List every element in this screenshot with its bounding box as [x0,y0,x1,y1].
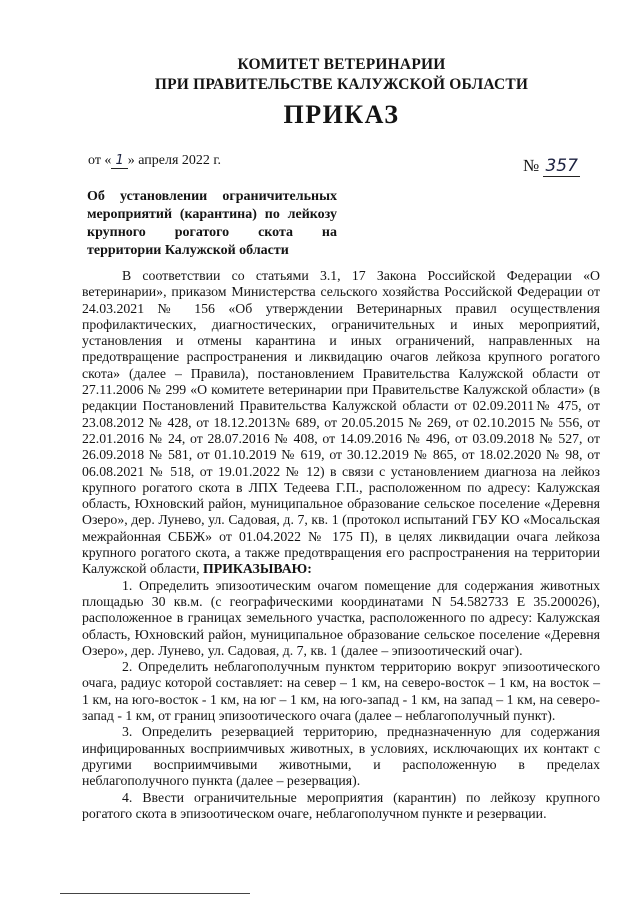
order-item-3: 3. Определить резервацией территорию, предназначенную для содержания инфицированных восприимчивых животных, в условиях, исключающих их контакт с другими восприимчивыми животными, и расположенную в пределах неблагополучного пункта (далее – резервация). [82,724,600,789]
document-title: ПРИКАЗ [283,100,400,129]
organization-name-line1: КОМИТЕТ ВЕТЕРИНАРИИ [237,56,446,73]
order-body [82,268,600,822]
order-date [88,153,221,169]
date-suffix: » апреля 2022 г. [127,153,222,168]
footer-divider [60,893,250,894]
number-sign: № [523,156,540,175]
order-number [523,156,580,177]
preamble-text: В соответствии со статьями 3.1, 17 Закона Российской Федерации «О ветеринарии», приказом Министерства сельского хозяйства Российской Федерации от 24.03.2021 № 156 «Об утверждении Ветеринарных правил осуществления профилактических, диагностических, ограничительных и иных мероприятий, установления и отмены карантина и иных ограничений, направленных на предотвращение распространения и ликвидацию очагов лейкоза крупного рогатого скота» (далее – Правила), постановлением Правительства Калужской области от 27.11.2006 № 299 «О комитете ветеринарии при Правительстве Калужской области» (в редакции Постановлений Правительства Калужской области от 02.09.2011№ 475, от 23.08.2012 № 428, от 18.12.2013№ 689, от 20.05.2015 № 269, от 02.10.2015 № 556, от 22.01.2016 № 24, от 28.07.2016 № 408, от 14.09.2016 № 496, от 03.09.2018 № 527, от 26.09.2018 № 581, от 01.10.2019 № 619, от 30.12.2019 № 865, от 18.02.2020 № 98, от 06.08.2021 № 518, от 19.01.2022 № 12) в связи с установлением диагноза на лейкоз крупного рогатого скота в ЛПХ Тедеева Г.П., расположенном по адресу: Калужская область, Юхновский район, муниципальное образование сельское поселение «Деревня Озеро», дер. Лунево, ул. Садовая, д. 7, кв. 1 (протокол испытаний ГБУ КО «Мосальская межрайонная СББЖ» от 01.04.2022 № 175 П), в целях ликвидации очага лейкоза крупного рогатого скота, а также предотвращения его распространения на территории Калужской области, [82,268,600,577]
preamble-paragraph [82,268,600,578]
order-item-4: 4. Ввести ограничительные мероприятия (карантин) по лейкозу крупного рогатого скота в эпизоотическом очаге, неблагополучном пункте и резервации. [82,789,600,821]
date-prefix: от « [88,153,112,168]
order-item-1: 1. Определить эпизоотическим очагом помещение для содержания животных площадью 30 кв.м. (с географическими координатами N 54.582733 E 35.200026), расположенное в границах земельного участка, расположенного по адресу: Калужская область, Юхновский район, муниципальное образование сельское поселение «Деревня Озеро», дер. Лунево, ул. Садовая, д. 7, кв. 1 (далее – эпизоотический очаг). [82,577,600,658]
date-day-handwritten: 1 [111,153,127,169]
order-item-2: 2. Определить неблагополучным пунктом территорию вокруг эпизоотического очага, радиус которой составляет: на север – 1 км, на северо-восток – 1 км, на восток – 1 км, на юго-восток - 1 км, на юг – 1 км, на юго-запад - 1 км, на запад – 1 км, на северо-запад - 1 км, от границ эпизоотического очага (далее – неблагополучный пункт). [82,659,600,724]
order-subject: Об установлении ограничительных мероприятий (карантина) по лейкозу крупного рогатого скота на территории Калужской области [87,189,337,258]
number-handwritten: 357 [545,156,578,176]
command-word: ПРИКАЗЫВАЮ: [203,561,312,577]
organization-name-line2: ПРИ ПРАВИТЕЛЬСТВЕ КАЛУЖСКОЙ ОБЛАСТИ [154,76,529,93]
